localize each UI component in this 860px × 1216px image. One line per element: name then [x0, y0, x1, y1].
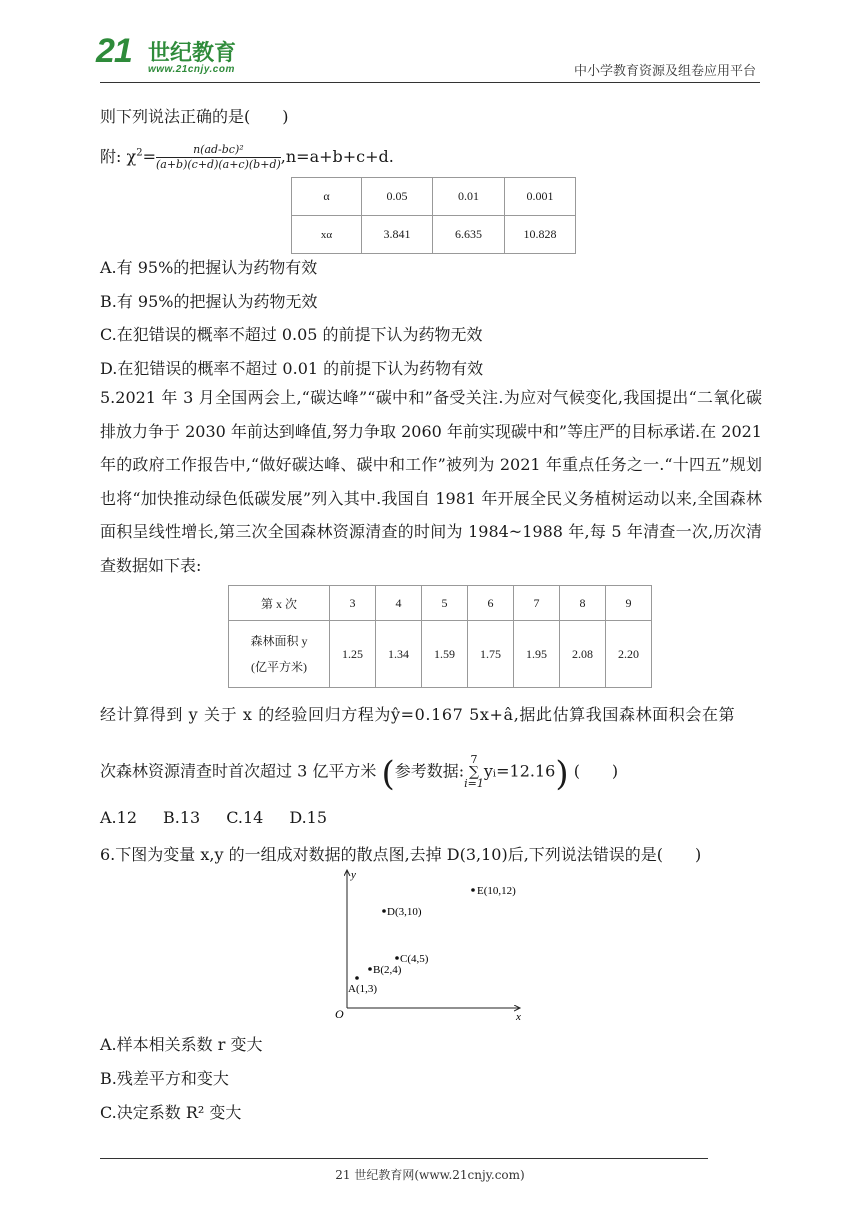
- table-header-x: 第 x 次: [229, 586, 330, 621]
- table-cell: 10.828: [505, 216, 576, 254]
- sum-bottom: i=1: [464, 777, 484, 790]
- x-axis-label: x: [516, 1011, 521, 1022]
- table-cell: 0.05: [362, 178, 433, 216]
- table-cell: 5: [422, 586, 468, 621]
- table-cell: 3: [330, 586, 376, 621]
- table-cell: 4: [376, 586, 422, 621]
- footer-text: 21 世纪教育网(www.21cnjy.com): [335, 1168, 525, 1182]
- q5-regression-line: 经计算得到 y 关于 x 的经验回归方程为ŷ=0.167 5x+â,据此估算我国森林面积会在第: [100, 705, 736, 724]
- table-row: [292, 216, 576, 254]
- ref-label: 参考数据:: [394, 761, 465, 781]
- table-header-y-line1: 森林面积 y: [250, 634, 308, 648]
- point-b: [368, 967, 372, 971]
- formula-eq: =: [142, 147, 156, 166]
- table-header-y-line2: (亿平方米): [251, 660, 307, 674]
- sum-top: 7: [470, 753, 478, 766]
- formula-denominator: (a+b)(c+d)(a+c)(b+d): [155, 158, 281, 171]
- sum-symbol: 7 ∑ i=1: [464, 753, 484, 790]
- formula-sup: 2: [136, 147, 143, 159]
- table-cell: 3.841: [362, 216, 433, 254]
- table-cell: 1.75: [468, 621, 514, 688]
- table-cell: 9: [606, 586, 652, 621]
- formula-suffix: ,n=a+b+c+d.: [280, 147, 394, 166]
- q5-line2-text: 次森林资源清查时首次超过 3 亿平方米: [100, 761, 377, 781]
- logo-url: www.21cnjy.com: [148, 64, 235, 75]
- formula-fraction: [156, 143, 281, 172]
- critical-value-table: [291, 177, 576, 254]
- point-e: [471, 888, 475, 892]
- table-cell: 8: [560, 586, 606, 621]
- table-cell: xα: [292, 216, 362, 254]
- footer-divider: [100, 1158, 708, 1159]
- origin-label: O: [335, 1007, 344, 1021]
- formula-prefix: 附: χ: [100, 147, 137, 166]
- q6-option-a: A.样本相关系数 r 变大: [100, 1035, 263, 1054]
- formula-numerator: n(ad-bc)²: [156, 143, 281, 158]
- table-cell: 2.08: [560, 621, 606, 688]
- q4-option-c: C.在犯错误的概率不超过 0.05 的前提下认为药物无效: [100, 325, 483, 344]
- table-cell: 0.01: [433, 178, 505, 216]
- y-axis-label: y: [351, 869, 356, 881]
- point-c: [395, 956, 399, 960]
- table-cell: 2.20: [606, 621, 652, 688]
- q5-option-b: B.13: [163, 808, 201, 827]
- table-cell: 1.95: [514, 621, 560, 688]
- table-cell: α: [292, 178, 362, 216]
- site-logo: [96, 32, 266, 78]
- q5-paragraph: 5.2021 年 3 月全国两会上,“碳达峰”“碳中和”备受关注.为应对气候变化,我国提出“二氧化碳排放力争于 2030 年前达到峰值,努力争取 2060 年前实现碳中和”等庄严的目标承诺.在 2021 年的政府工作报告中,“做好碳达峰、碳中和工作”被列为 2021 年重点任务之一.“十四五”规划也将“加快推动绿色低碳发展”列入其中.我国自 1981 年开展全民义务植树运动以来,全国森林面积呈线性增长,第三次全国森林资源清查的时间为 1984~1988 年,每 5 年清查一次,历次清查数据如下表:: [100, 388, 762, 575]
- q4-stem: 则下列说法正确的是( ): [100, 107, 289, 126]
- table-cell: 6: [468, 586, 514, 621]
- table-row: [292, 178, 576, 216]
- header-platform-text: 中小学教育资源及组卷应用平台: [573, 64, 756, 79]
- point-d: [382, 909, 386, 913]
- bracket-right: ): [555, 753, 569, 794]
- q6-stem: 6.下图为变量 x,y 的一组成对数据的散点图,去掉 D(3,10)后,下列说法错误的是( ): [100, 845, 702, 864]
- logo-title: 世纪教育: [148, 40, 237, 65]
- q5-options: [100, 808, 327, 827]
- bracket-left: (: [381, 753, 395, 794]
- table-row: [229, 586, 652, 621]
- q6-option-b: B.残差平方和变大: [100, 1069, 229, 1088]
- q5-option-a: A.12: [100, 808, 137, 827]
- point-e-label: E(10,12): [477, 885, 516, 897]
- table-cell: 1.59: [422, 621, 468, 688]
- table-cell: 7: [514, 586, 560, 621]
- sum-expr: yᵢ=12.16: [483, 761, 556, 781]
- point-d-label: D(3,10): [387, 906, 422, 918]
- point-b-label: B(2,4): [373, 964, 402, 976]
- logo-mark: 21: [96, 32, 132, 70]
- table-row: [229, 621, 652, 688]
- forest-area-table: [228, 585, 652, 688]
- point-c-label: C(4,5): [400, 953, 429, 965]
- table-cell: 0.001: [505, 178, 576, 216]
- table-cell: 1.34: [376, 621, 422, 688]
- table-cell: 1.25: [330, 621, 376, 688]
- table-cell: 6.635: [433, 216, 505, 254]
- table-header-y: [229, 621, 330, 688]
- q4-option-d: D.在犯错误的概率不超过 0.01 的前提下认为药物有效: [100, 359, 484, 378]
- point-a: [355, 976, 359, 980]
- q5-option-c: C.14: [226, 808, 264, 827]
- q6-option-c: C.决定系数 R² 变大: [100, 1103, 242, 1122]
- point-a-label: A(1,3): [348, 983, 378, 995]
- q5-line2: [100, 753, 619, 794]
- q4-formula: [100, 143, 394, 172]
- q4-option-b: B.有 95%的把握认为药物无效: [100, 292, 318, 311]
- q4-option-a: A.有 95%的把握认为药物有效: [100, 258, 318, 277]
- scatter-plot: [330, 862, 530, 1022]
- header-divider: [100, 82, 760, 83]
- q5-option-d: D.15: [289, 808, 328, 827]
- q5-answer-blank: ( ): [573, 761, 619, 781]
